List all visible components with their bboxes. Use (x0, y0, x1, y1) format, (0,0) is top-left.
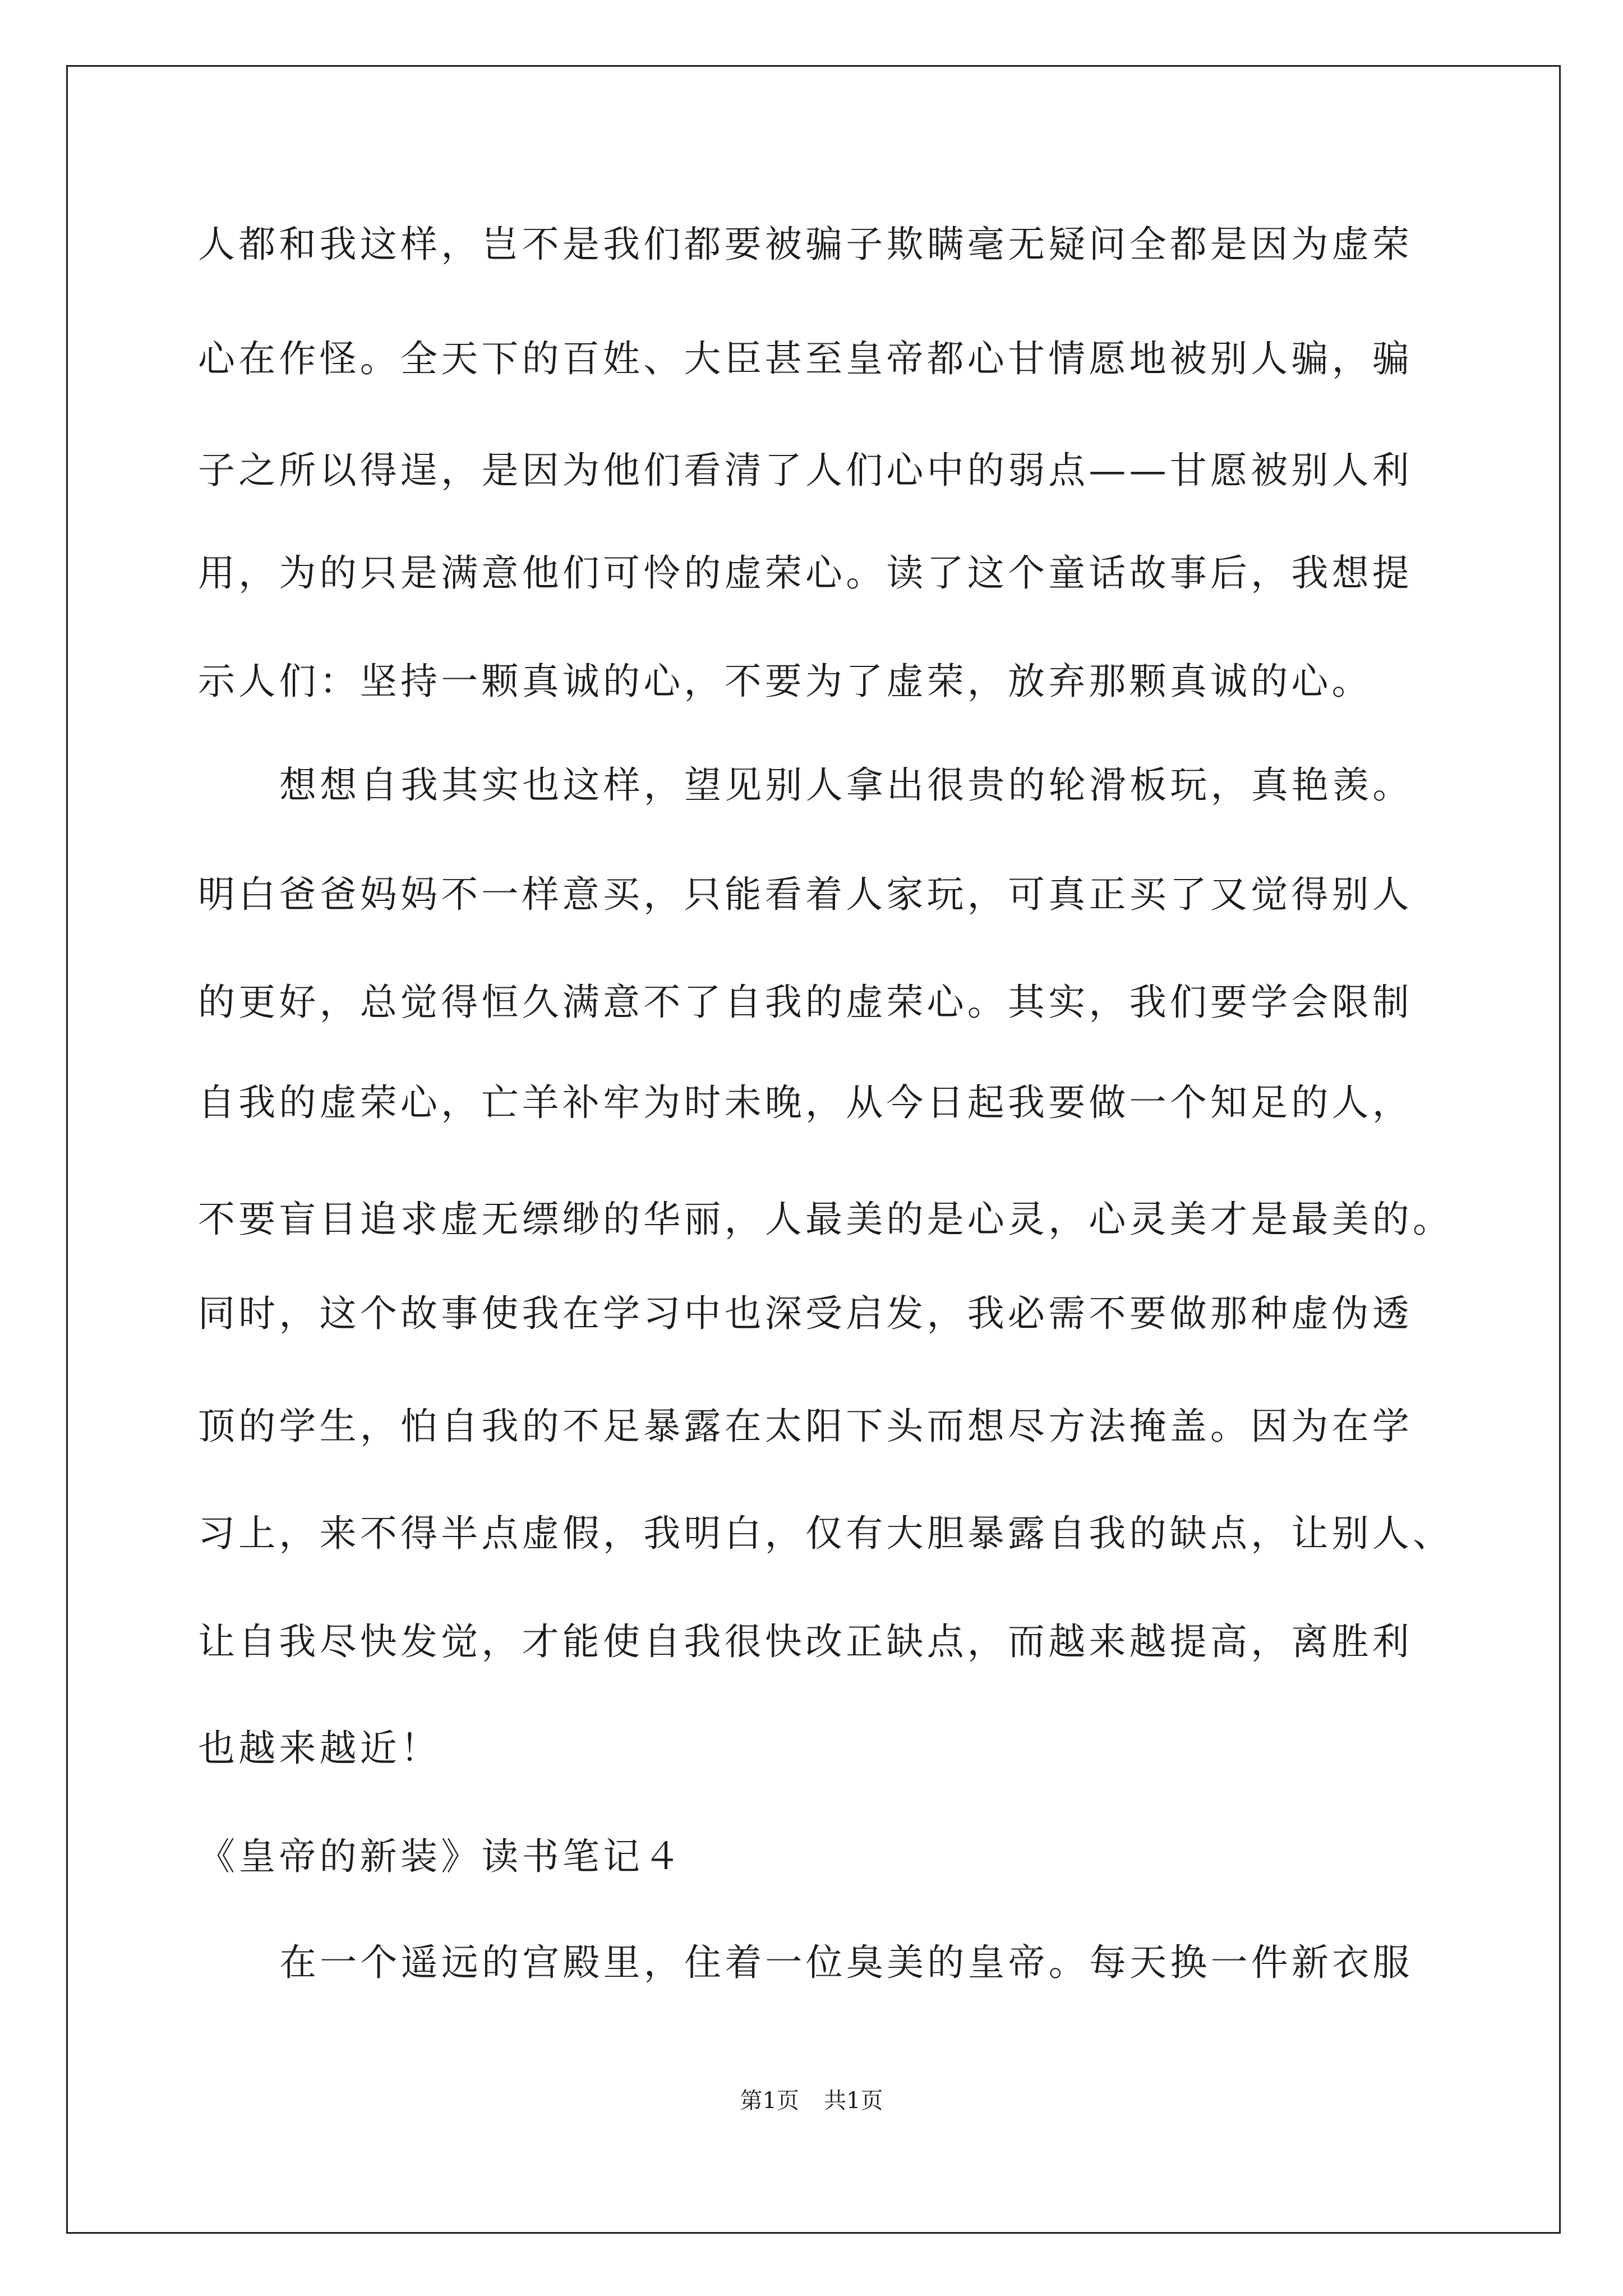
text-line: 示人们：坚持一颗真诚的心，不要为了虚荣，放弃那颗真诚的心。 (198, 660, 1372, 703)
page-border (66, 65, 1561, 2234)
text-line: 的更好，总觉得恒久满意不了自我的虚荣心。其实，我们要学会限制 (198, 981, 1413, 1024)
text-line: 人都和我这样，岂不是我们都要被骗子欺瞒毫无疑问全都是因为虚荣 (198, 223, 1413, 266)
section-heading: 《皇帝的新装》读书笔记４ (198, 1835, 684, 1878)
text-line: 不要盲目追求虚无缥缈的华丽，人最美的是心灵，心灵美才是最美的。 (198, 1198, 1454, 1241)
text-line: 也越来越近！ (198, 1727, 441, 1770)
text-line: 子之所以得逞，是因为他们看清了人们心中的弱点——甘愿被别人利 (198, 449, 1413, 492)
text-line: 习上，来不得半点虚假，我明白，仅有大胆暴露自我的缺点，让别人、 (198, 1512, 1454, 1555)
text-line: 让自我尽快发觉，才能使自我很快改正缺点，而越来越提高，离胜利 (198, 1620, 1413, 1663)
text-line: 自我的虚荣心，亡羊补牢为时未晚，从今日起我要做一个知足的人， (198, 1081, 1413, 1124)
text-line: 同时，这个故事使我在学习中也深受启发，我必需不要做那种虚伪透 (198, 1292, 1413, 1335)
text-line: 用，为的只是满意他们可怜的虚荣心。读了这个童话故事后，我想提 (198, 551, 1413, 595)
text-line: 顶的学生，怕自我的不足暴露在太阳下头而想尽方法掩盖。因为在学 (198, 1405, 1413, 1448)
paragraph-start-line: 在一个遥远的宫殿里，住着一位臭美的皇帝。每天换一件新衣服 (279, 1941, 1413, 1984)
text-line: 心在作怪。全天下的百姓、大臣甚至皇帝都心甘情愿地被别人骗，骗 (198, 337, 1413, 380)
page-total: 共1页 (824, 2088, 883, 2114)
text-line: 明白爸爸妈妈不一样意买，只能看着人家玩，可真正买了又觉得别人 (198, 873, 1413, 916)
page-number: 第1页 (740, 2088, 799, 2114)
paragraph-start-line: 想想自我其实也这样，望见别人拿出很贵的轮滑板玩，真艳羡。 (279, 763, 1413, 807)
page-footer (0, 2087, 1623, 2115)
